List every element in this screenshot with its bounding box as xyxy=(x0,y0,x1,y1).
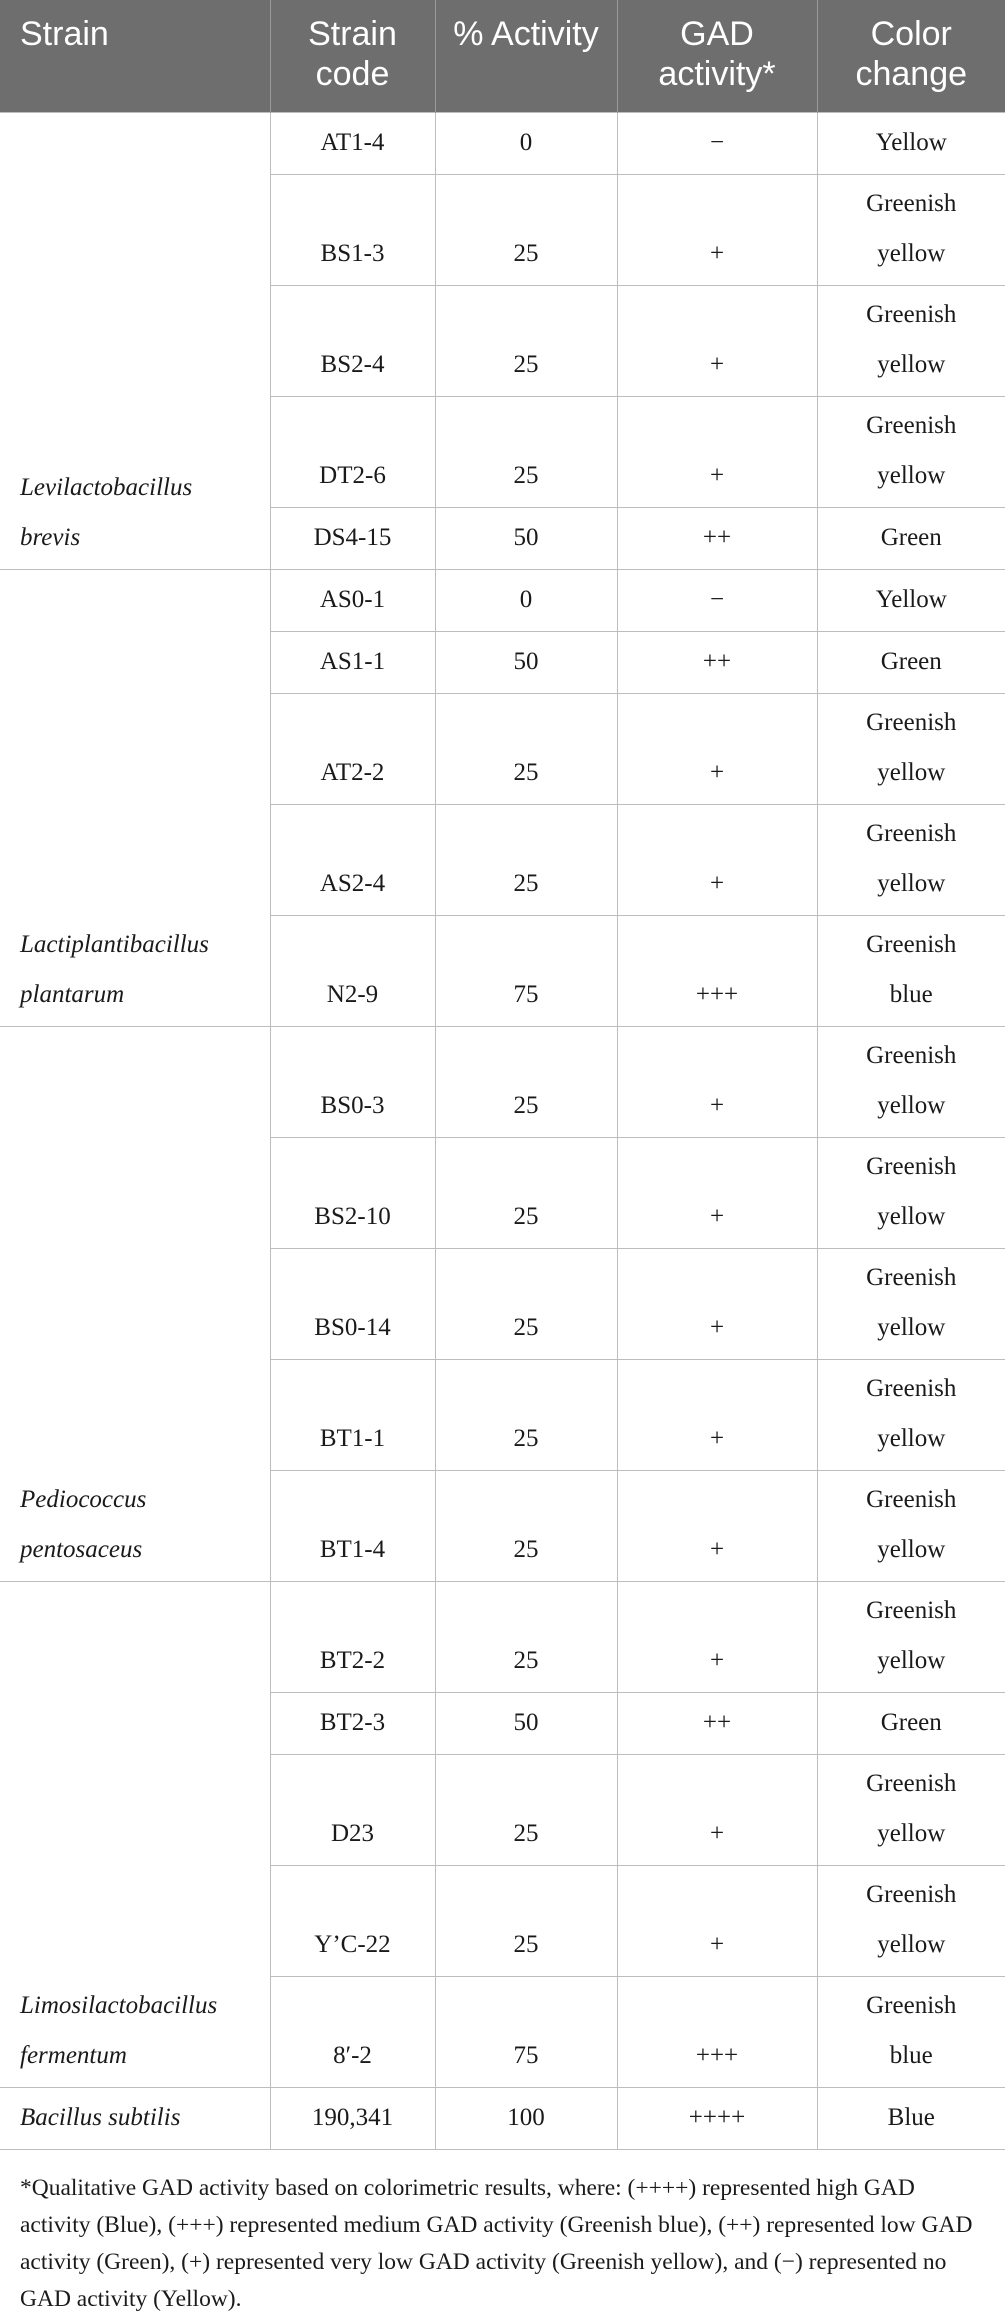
color-change-line: Greenish xyxy=(866,1374,957,1402)
color-change-line: Greenish xyxy=(866,1152,957,1180)
header-activity-percent: % Activity xyxy=(435,0,617,112)
color-change-line: yellow xyxy=(877,1424,946,1452)
activity-percent-cell: 50 xyxy=(435,631,617,693)
strain-name-line: brevis xyxy=(20,523,81,551)
strain-name-line: Bacillus subtilis xyxy=(20,2103,181,2131)
strain-code-cell: AT2-2 xyxy=(270,693,435,804)
strain-code-cell: BS2-4 xyxy=(270,285,435,396)
strain-code-cell: AT1-4 xyxy=(270,112,435,174)
strain-code-cell: N2-9 xyxy=(270,915,435,1026)
color-change-line: yellow xyxy=(877,758,946,786)
activity-percent-cell: 25 xyxy=(435,174,617,285)
activity-percent-cell: 25 xyxy=(435,1865,617,1976)
color-change-cell xyxy=(817,174,1005,285)
strain-code-cell: AS1-1 xyxy=(270,631,435,693)
color-change-line: Greenish xyxy=(866,189,957,217)
gad-activity-cell: + xyxy=(617,1137,817,1248)
gad-activity-cell: + xyxy=(617,396,817,507)
color-change-cell xyxy=(817,1248,1005,1359)
activity-percent-cell: 25 xyxy=(435,1137,617,1248)
color-change-cell xyxy=(817,1865,1005,1976)
activity-percent-cell: 100 xyxy=(435,2087,617,2149)
activity-percent-cell: 25 xyxy=(435,693,617,804)
strain-cell xyxy=(0,1581,270,2087)
color-change-line: yellow xyxy=(877,1535,946,1563)
activity-percent-cell: 0 xyxy=(435,112,617,174)
color-change-line: yellow xyxy=(877,1202,946,1230)
table-row xyxy=(0,569,1005,631)
color-change-line: Greenish xyxy=(866,300,957,328)
color-change-line: Greenish xyxy=(866,1880,957,1908)
color-change-line: Greenish xyxy=(866,1991,957,2019)
color-change-line: Greenish xyxy=(866,930,957,958)
gad-activity-cell: + xyxy=(617,1865,817,1976)
color-change-cell xyxy=(817,569,1005,631)
header-row xyxy=(0,0,1005,112)
strain-name-line: Limosilactobacillus xyxy=(20,1991,218,2019)
color-change-cell xyxy=(817,915,1005,1026)
header-color-change: Color change xyxy=(817,0,1005,112)
color-change-cell xyxy=(817,1976,1005,2087)
color-change-line: Greenish xyxy=(866,708,957,736)
table-row xyxy=(0,112,1005,174)
strain-code-cell: BT2-3 xyxy=(270,1692,435,1754)
color-change-line: Greenish xyxy=(866,1596,957,1624)
color-change-line: Blue xyxy=(887,2103,935,2131)
color-change-cell xyxy=(817,1026,1005,1137)
activity-percent-cell: 25 xyxy=(435,1470,617,1581)
color-change-line: Greenish xyxy=(866,819,957,847)
strain-code-cell: BT2-2 xyxy=(270,1581,435,1692)
gad-activity-cell: +++ xyxy=(617,1976,817,2087)
gad-activity-cell: + xyxy=(617,804,817,915)
activity-percent-cell: 75 xyxy=(435,915,617,1026)
activity-percent-cell: 25 xyxy=(435,1248,617,1359)
table-body xyxy=(0,112,1005,2149)
header-strain: Strain xyxy=(0,0,270,112)
gad-activity-cell: − xyxy=(617,112,817,174)
gad-activity-cell: + xyxy=(617,1248,817,1359)
color-change-cell xyxy=(817,112,1005,174)
strain-code-cell: AS0-1 xyxy=(270,569,435,631)
gad-activity-cell: + xyxy=(617,285,817,396)
strain-cell xyxy=(0,1026,270,1581)
activity-percent-cell: 50 xyxy=(435,1692,617,1754)
activity-percent-cell: 25 xyxy=(435,396,617,507)
color-change-line: yellow xyxy=(877,1930,946,1958)
strain-code-cell: DT2-6 xyxy=(270,396,435,507)
header-strain-code: Strain code xyxy=(270,0,435,112)
activity-percent-cell: 25 xyxy=(435,804,617,915)
table-row xyxy=(0,2087,1005,2149)
color-change-line: yellow xyxy=(877,461,946,489)
color-change-line: Greenish xyxy=(866,1263,957,1291)
activity-percent-cell: 25 xyxy=(435,1581,617,1692)
color-change-cell xyxy=(817,1137,1005,1248)
strain-name-line: plantarum xyxy=(20,980,125,1008)
color-change-line: Yellow xyxy=(875,585,947,613)
strain-code-cell: Y’C-22 xyxy=(270,1865,435,1976)
table-footnote: *Qualitative GAD activity based on colorimetric results, where: (++++) represented high GAD activity (Blue), (+++) represented medium GAD activity (Greenish blue), (++) represented low GAD activity (Green), (+) represented very low GAD activity (Greenish yellow), and (−) represented no GAD activity (Yellow). xyxy=(20,2175,973,2312)
color-change-cell xyxy=(817,507,1005,569)
color-change-line: Green xyxy=(880,647,942,675)
color-change-cell xyxy=(817,631,1005,693)
color-change-line: yellow xyxy=(877,1313,946,1341)
color-change-line: yellow xyxy=(877,1819,946,1847)
color-change-cell xyxy=(817,1470,1005,1581)
strain-code-cell: BS0-14 xyxy=(270,1248,435,1359)
strain-code-cell: BT1-4 xyxy=(270,1470,435,1581)
color-change-cell xyxy=(817,804,1005,915)
strain-code-cell: BS1-3 xyxy=(270,174,435,285)
strain-code-cell: 190,341 xyxy=(270,2087,435,2149)
table-row xyxy=(0,1581,1005,1692)
gad-activity-cell: + xyxy=(617,1470,817,1581)
strain-name-line: Pediococcus xyxy=(20,1485,147,1513)
activity-percent-cell: 25 xyxy=(435,1359,617,1470)
gad-activity-cell: ++++ xyxy=(617,2087,817,2149)
color-change-line: Green xyxy=(880,1708,942,1736)
color-change-line: Greenish xyxy=(866,411,957,439)
activity-percent-cell: 25 xyxy=(435,1754,617,1865)
gad-activity-cell: + xyxy=(617,693,817,804)
strain-code-cell: D23 xyxy=(270,1754,435,1865)
gad-activity-cell: +++ xyxy=(617,915,817,1026)
color-change-cell xyxy=(817,1692,1005,1754)
strain-cell xyxy=(0,2087,270,2149)
activity-percent-cell: 25 xyxy=(435,285,617,396)
color-change-line: yellow xyxy=(877,1646,946,1674)
color-change-line: blue xyxy=(889,980,933,1008)
activity-percent-cell: 75 xyxy=(435,1976,617,2087)
activity-percent-cell: 0 xyxy=(435,569,617,631)
gad-activity-cell: + xyxy=(617,174,817,285)
strain-code-cell: BS0-3 xyxy=(270,1026,435,1137)
color-change-cell xyxy=(817,1359,1005,1470)
strain-code-cell: DS4-15 xyxy=(270,507,435,569)
strain-code-cell: AS2-4 xyxy=(270,804,435,915)
color-change-line: Green xyxy=(880,523,942,551)
gad-activity-cell: + xyxy=(617,1026,817,1137)
color-change-line: yellow xyxy=(877,1091,946,1119)
color-change-line: Greenish xyxy=(866,1769,957,1797)
color-change-cell xyxy=(817,693,1005,804)
gad-activity-cell: − xyxy=(617,569,817,631)
gad-activity-cell: + xyxy=(617,1581,817,1692)
gad-activity-cell: ++ xyxy=(617,631,817,693)
strain-name-line: pentosaceus xyxy=(20,1535,143,1563)
gad-activity-cell: + xyxy=(617,1359,817,1470)
strain-name-line: Levilactobacillus xyxy=(20,473,193,501)
header-gad-activity: GAD activity* xyxy=(617,0,817,112)
color-change-line: Greenish xyxy=(866,1041,957,1069)
activity-percent-cell: 50 xyxy=(435,507,617,569)
color-change-cell xyxy=(817,2087,1005,2149)
color-change-line: Yellow xyxy=(875,128,947,156)
strain-code-cell: 8′-2 xyxy=(270,1976,435,2087)
color-change-line: yellow xyxy=(877,869,946,897)
gad-activity-cell: ++ xyxy=(617,1692,817,1754)
strain-name-line: fermentum xyxy=(20,2041,127,2069)
gad-activity-cell: ++ xyxy=(617,507,817,569)
color-change-line: yellow xyxy=(877,239,946,267)
color-change-line: yellow xyxy=(877,350,946,378)
color-change-line: Greenish xyxy=(866,1485,957,1513)
strain-cell xyxy=(0,112,270,569)
gad-activity-cell: + xyxy=(617,1754,817,1865)
color-change-cell xyxy=(817,285,1005,396)
color-change-cell xyxy=(817,396,1005,507)
color-change-cell xyxy=(817,1754,1005,1865)
table-row xyxy=(0,1026,1005,1137)
color-change-cell xyxy=(817,1581,1005,1692)
strain-code-cell: BS2-10 xyxy=(270,1137,435,1248)
activity-percent-cell: 25 xyxy=(435,1026,617,1137)
color-change-line: blue xyxy=(889,2041,933,2069)
strain-name-line: Lactiplantibacillus xyxy=(20,930,209,958)
strain-code-cell: BT1-1 xyxy=(270,1359,435,1470)
strain-cell xyxy=(0,569,270,1026)
